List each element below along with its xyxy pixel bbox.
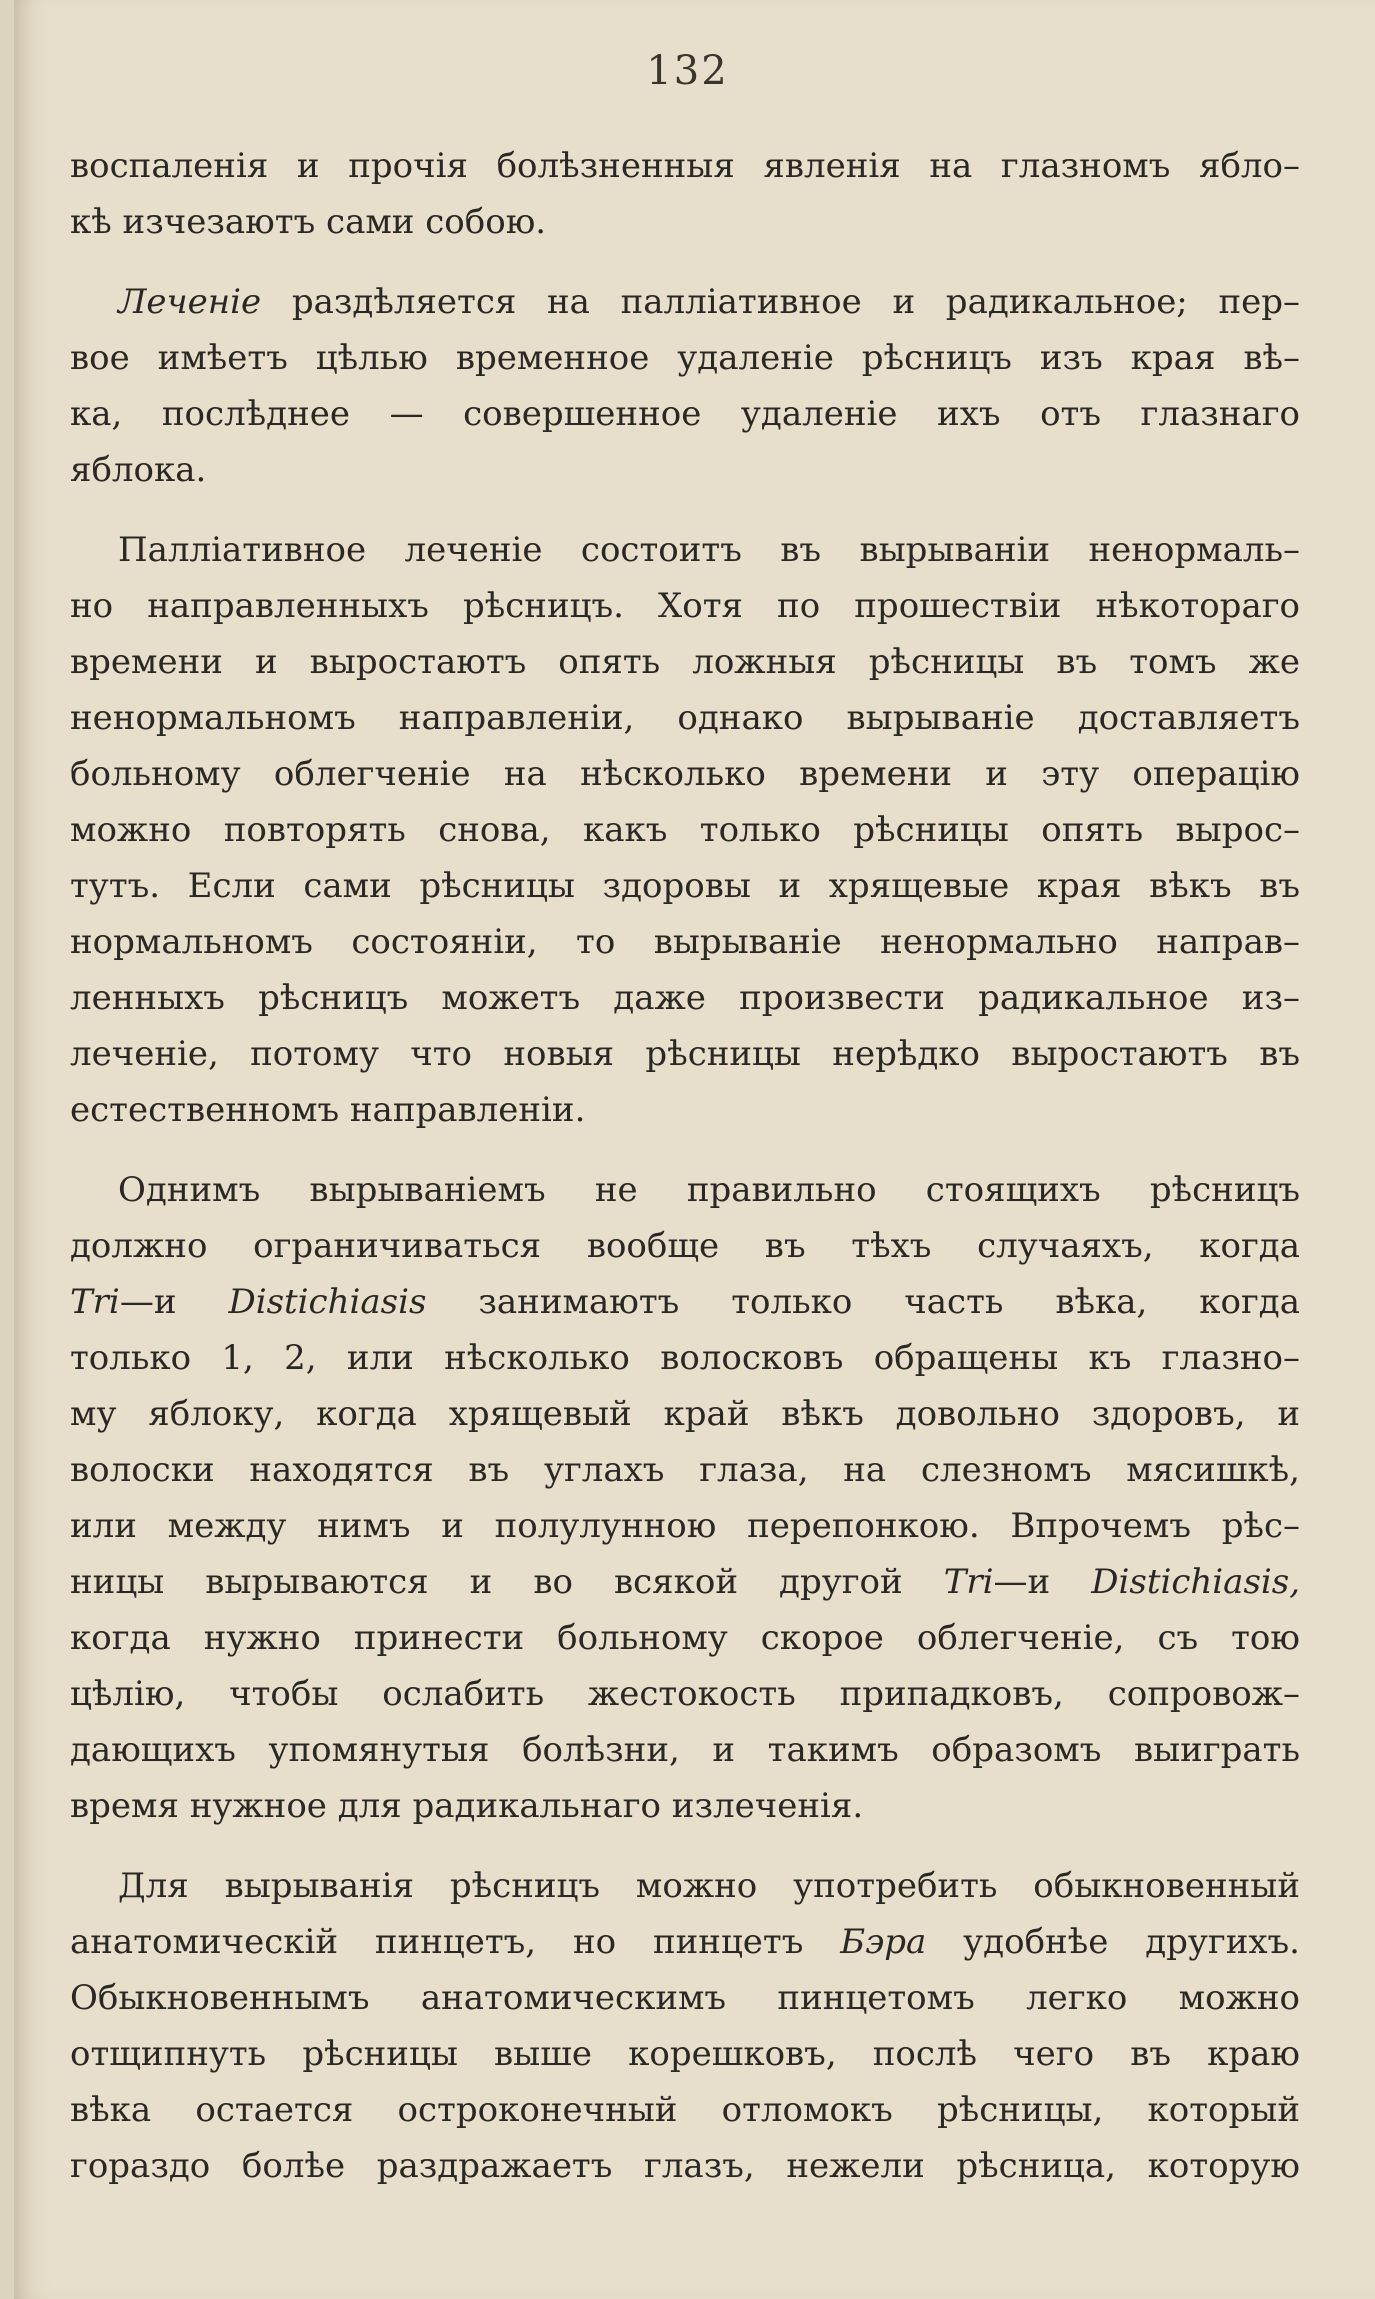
text-segment: раздѣляется на палліативное и радикальное; пер–: [261, 282, 1300, 322]
paragraph: [70, 1162, 1300, 1834]
text-segment: можно повторять снова, какъ только рѣсницы опять вырос–: [70, 810, 1300, 850]
text-segment: ненормальномъ направленіи, однако вырываніе доставляетъ: [70, 698, 1300, 738]
text-line: [70, 386, 1300, 442]
page-number: 132: [646, 48, 729, 94]
paragraph: [70, 138, 1300, 250]
page-text: [70, 138, 1300, 2218]
text-segment: нормальномъ состояніи, то вырываніе ненормально направ–: [70, 922, 1300, 962]
text-line: [70, 1610, 1300, 1666]
text-segment: естественномъ направленіи.: [70, 1090, 586, 1130]
text-segment: волоски находятся въ углахъ глаза, на слезномъ мясишкѣ,: [70, 1450, 1300, 1490]
text-line: [70, 970, 1300, 1026]
text-line: [70, 1442, 1300, 1498]
text-line: [70, 578, 1300, 634]
text-line: [70, 1218, 1300, 1274]
text-line: [70, 330, 1300, 386]
text-segment: только 1, 2, или нѣсколько волосковъ обращены къ глазно–: [70, 1338, 1300, 1378]
text-segment: вѣка остается остроконечный отломокъ рѣсницы, который: [70, 2090, 1300, 2130]
text-line: [70, 1026, 1300, 1082]
text-segment: больному облегченіе на нѣсколько времени и эту операцію: [70, 754, 1300, 794]
text-segment: дающихъ упомянутыя болѣзни, и такимъ образомъ выиграть: [70, 1730, 1300, 1770]
text-segment: яблока.: [70, 450, 207, 490]
text-line: [70, 274, 1300, 330]
text-line: [70, 858, 1300, 914]
paragraph: [70, 1858, 1300, 2194]
text-line: [70, 138, 1300, 194]
text-line: [70, 2026, 1300, 2082]
text-segment: му яблоку, когда хрящевый край вѣкъ довольно здоровъ, и: [70, 1394, 1300, 1434]
text-line: [70, 2082, 1300, 2138]
text-segment: воспаленія и прочія болѣзненныя явленія на глазномъ ябло–: [70, 146, 1300, 186]
text-segment: Однимъ вырываніемъ не правильно стоящихъ рѣсницъ: [118, 1170, 1300, 1210]
text-line: [70, 1914, 1300, 1970]
text-line: [70, 442, 1300, 498]
text-segment: ка, послѣднее — совершенное удаленіе ихъ отъ глазнаго: [70, 394, 1300, 434]
text-segment: времени и выростаютъ опять ложныя рѣсницы въ томъ же: [70, 642, 1300, 682]
text-segment: вое имѣетъ цѣлью временное удаленіе рѣсницъ изъ края вѣ–: [70, 338, 1300, 378]
text-segment: тутъ. Если сами рѣсницы здоровы и хрящевые края вѣкъ въ: [70, 866, 1300, 906]
text-segment: леченіе, потому что новыя рѣсницы нерѣдко выростаютъ въ: [70, 1034, 1300, 1074]
text-line: [70, 802, 1300, 858]
text-line: [70, 1274, 1300, 1330]
text-line: [70, 1386, 1300, 1442]
text-segment: Обыкновеннымъ анатомическимъ пинцетомъ легко можно: [70, 1978, 1300, 2018]
text-line: [70, 1778, 1300, 1834]
text-line: [70, 1554, 1300, 1610]
text-line: [70, 746, 1300, 802]
text-line: [70, 1162, 1300, 1218]
text-segment: или между нимъ и полулунною перепонкою. Впрочемъ рѣс–: [70, 1506, 1300, 1546]
text-segment: занимаютъ только часть вѣка, когда: [426, 1282, 1300, 1322]
italic-term: Tri: [943, 1562, 994, 1602]
text-segment: но направленныхъ рѣсницъ. Хотя по прошествіи нѣкотораго: [70, 586, 1300, 626]
text-segment: ницы вырываются и во всякой другой: [70, 1562, 944, 1602]
italic-term: Distichiasis,: [1091, 1562, 1300, 1602]
text-segment: Палліативное леченіе состоитъ въ вырываніи ненормаль–: [118, 530, 1300, 570]
text-segment: должно ограничиваться вообще въ тѣхъ случаяхъ, когда: [70, 1226, 1300, 1266]
text-segment: когда нужно принести больному скорое облегченіе, съ тою: [70, 1618, 1300, 1658]
paragraph: [70, 522, 1300, 1138]
text-line: [70, 1666, 1300, 1722]
text-line: [70, 914, 1300, 970]
text-segment: кѣ изчезаютъ сами собою.: [70, 202, 547, 242]
text-segment: —и: [119, 1282, 229, 1322]
text-line: [70, 1498, 1300, 1554]
text-segment: время нужное для радикальнаго излеченія.: [70, 1786, 864, 1826]
text-segment: Для вырыванія рѣсницъ можно употребить обыкновенный: [118, 1866, 1300, 1906]
text-line: [70, 522, 1300, 578]
text-line: [70, 634, 1300, 690]
italic-term: Distichiasis: [228, 1282, 427, 1322]
text-line: [70, 194, 1300, 250]
text-line: [70, 2138, 1300, 2194]
text-segment: удобнѣе другихъ.: [926, 1922, 1300, 1962]
text-segment: анатомическій пинцетъ, но пинцетъ: [70, 1922, 841, 1962]
italic-term: Леченіе: [118, 282, 262, 322]
italic-term: Tri: [70, 1282, 120, 1322]
text-line: [70, 1330, 1300, 1386]
text-segment: цѣлію, чтобы ослабить жестокость припадковъ, сопровож–: [70, 1674, 1300, 1714]
text-line: [70, 1858, 1300, 1914]
text-line: [70, 1970, 1300, 2026]
text-segment: гораздо болѣе раздражаетъ глазъ, нежели рѣсница, которую: [70, 2146, 1300, 2186]
text-segment: отщипнуть рѣсницы выше корешковъ, послѣ чего въ краю: [70, 2034, 1300, 2074]
text-line: [70, 1082, 1300, 1138]
text-line: [70, 1722, 1300, 1778]
italic-term: Бэра: [840, 1922, 927, 1962]
text-segment: ленныхъ рѣсницъ можетъ даже произвести радикальное из–: [70, 978, 1300, 1018]
paragraph: [70, 274, 1300, 498]
text-segment: —и: [993, 1562, 1092, 1602]
text-line: [70, 690, 1300, 746]
